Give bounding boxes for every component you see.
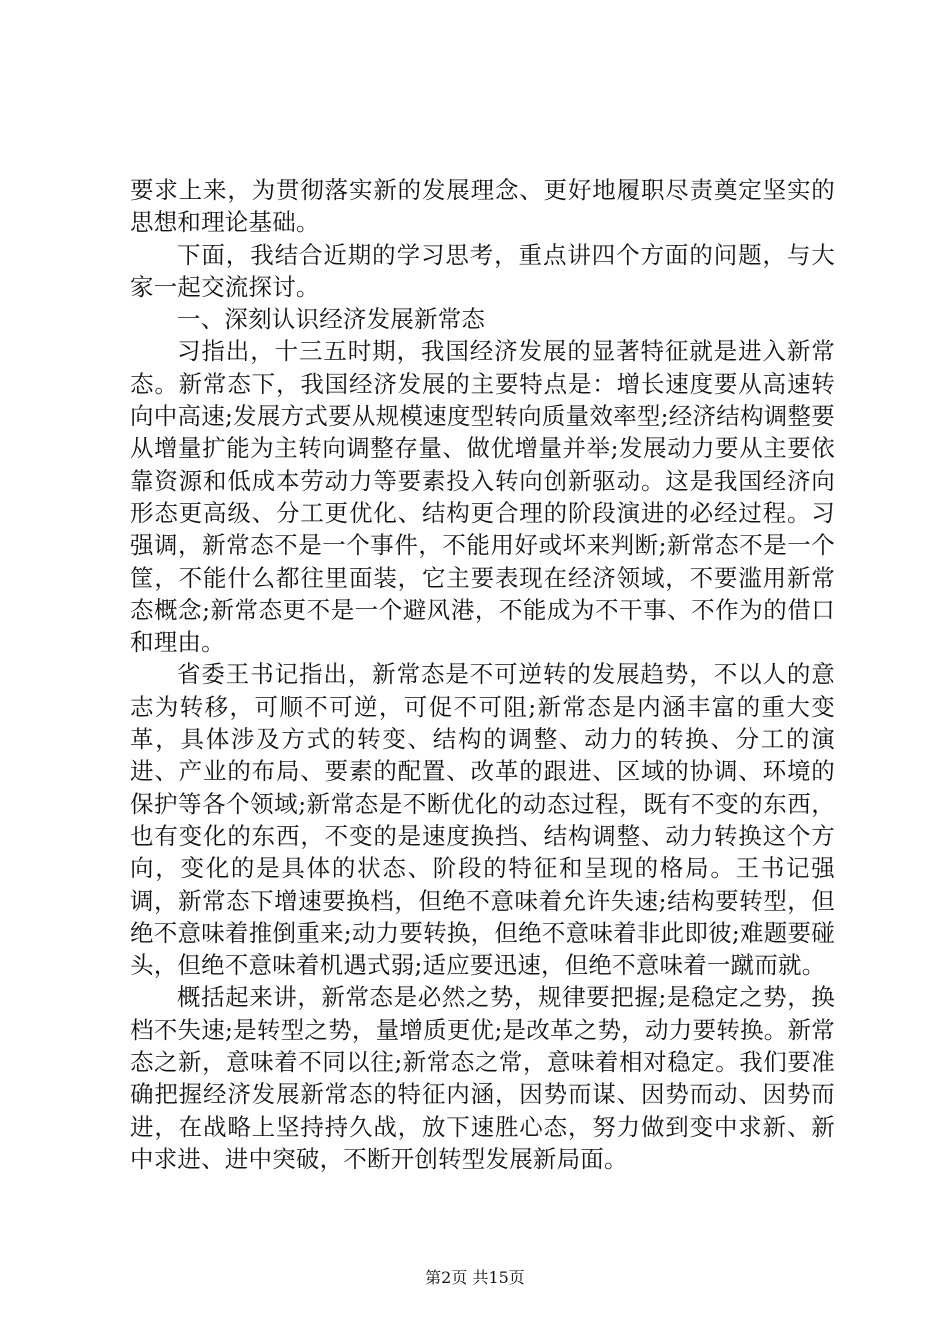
document-body bbox=[130, 174, 835, 1175]
section-heading: 一、深刻认识经济发展新常态 bbox=[177, 305, 486, 334]
paragraph-new-normal-features: 习指出，十三五时期，我国经济发展的显著特征就是进入新常态。新常态下，我国经济发展的主要特点是：增长速度要从高速转向中高速;发展方式要从规模速度型转向质量效率型;经济结构调整要从增量扩能为主转向调整存量、做优增量并举;发展动力要从主要依靠资源和低成本劳动力等要素投入转向创新驱动。这是我国经济向形态更高级、分工更优化、结构更合理的阶段演进的必经过程。习强调，新常态不是一个事件，不能用好或坏来判断;新常态不是一个筐，不能什么都往里面装，它主要表现在经济领域，不要滥用新常态概念;新常态更不是一个避风港，不能成为不干事、不作为的借口和理由。 bbox=[130, 337, 835, 657]
page-number-footer: 第2页 共15页 bbox=[425, 1268, 525, 1287]
paragraph-intro: 下面，我结合近期的学习思考，重点讲四个方面的问题，与大家一起交流探讨。 bbox=[130, 240, 835, 301]
paragraph-continuation: 要求上来，为贯彻落实新的发展理念、更好地履职尽责奠定坚实的思想和理论基础。 bbox=[130, 176, 835, 237]
paragraph-summary: 概括起来讲，新常态是必然之势，规律要把握;是稳定之势，换档不失速;是转型之势，量增质更优;是改革之势，动力要转换。新常态之新，意味着不同以往;新常态之常，意味着相对稳定。我们要准确把握经济发展新常态的特征内涵，因势而谋、因势而动、因势而进，在战略上坚持持久战，放下速胜心态，努力做到变中求新、新中求进、进中突破，不断开创转型发展新局面。 bbox=[130, 983, 835, 1173]
paragraph-provincial-secretary: 省委王书记指出，新常态是不可逆转的发展趋势，不以人的意志为转移，可顺不可逆，可促不可阻;新常态是内涵丰富的重大变革，具体涉及方式的转变、结构的调整、动力的转换、分工的演进、产业的布局、要素的配置、改革的跟进、区域的协调、环境的保护等各个领域;新常态是不断优化的动态过程，既有不变的东西，也有变化的东西，不变的是速度换挡、结构调整、动力转换这个方向，变化的是具体的状态、阶段的特征和呈现的格局。王书记强调，新常态下增速要换档，但绝不意味着允许失速;结构要转型，但绝不意味着推倒重来;动力要转换，但绝不意味着非此即彼;难题要碰头，但绝不意味着机遇式弱;适应要迅速，但绝不意味着一蹴而就。 bbox=[130, 660, 835, 980]
